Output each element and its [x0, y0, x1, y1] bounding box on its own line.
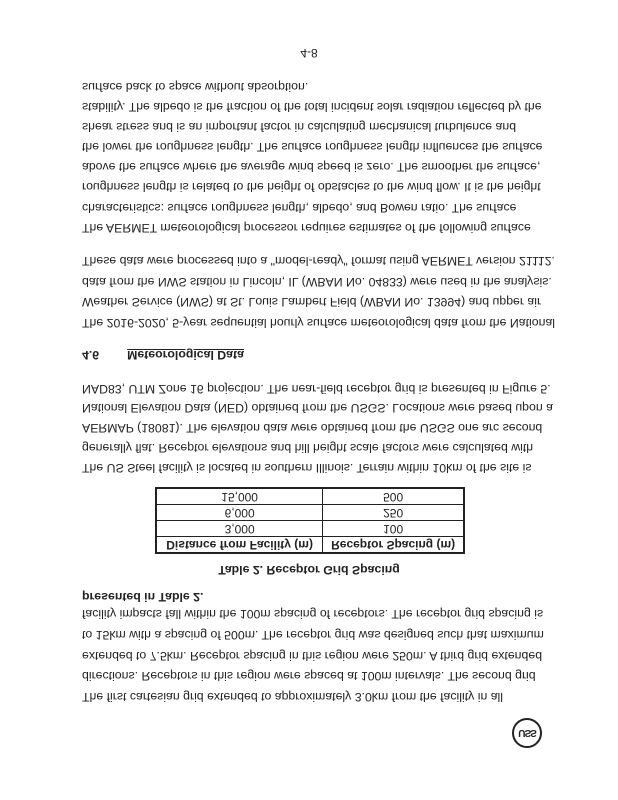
text-line: National Elevation Data (NED) obtained from the USGS. Locations were based upon a: [82, 401, 553, 415]
table-row: [156, 521, 464, 537]
uss-logo: USS: [512, 718, 542, 748]
text-line: shear stress and is an important factor in calculating mechanical turbulence and: [82, 120, 517, 134]
text-line: to 15km with a spacing of 500m. The receptor grid was designed such that maximum: [82, 628, 544, 642]
section-heading: [82, 348, 244, 362]
text-line: directions. Receptors in this region were spaced at 100m intervals. The second grid: [82, 669, 536, 683]
text-line: The first cartesian grid extended to approximately 3.0km from the facility in all: [82, 690, 504, 704]
text-line: generally flat. Receptor elevations and hill height scale factors were calculated with: [82, 441, 534, 455]
table-row: [156, 488, 464, 505]
text-line: These data were processed into a "model-ready" format using AERMET version 21112.: [82, 254, 555, 268]
text-line: surface back to space without absorption.: [82, 80, 309, 94]
column-header: Receptor Spacing (m): [323, 537, 464, 554]
receptor-grid-table: [155, 487, 465, 554]
table-cell: 100: [323, 521, 464, 537]
text-line: presented in Table 2.: [82, 590, 204, 604]
table-cell: 3,000: [156, 521, 323, 537]
text-line: The US Steel facility is located in southern Illinois. Terrain within 10km of the site is: [82, 461, 532, 475]
table-row: [156, 505, 464, 521]
text-line: facility impacts fall within the 100m spacing of receptors. The receptor grid spacing is: [82, 607, 544, 621]
text-line: AERMAP (18081). The elevation data were obtained from the USGS one arc second: [82, 421, 543, 435]
text-line: above the surface where the average wind speed is zero. The smoother the surface,: [82, 160, 541, 174]
table-cell: 500: [323, 488, 464, 505]
table-cell: 6,000: [156, 505, 323, 521]
text-line: Weather Service (NWS) at St. Louis Lambert Field (WBAN No. 13994) and upper air: [82, 295, 542, 309]
text-line: The AERMET meteorological processor requires estimates of the following surface: [82, 221, 531, 235]
table-header-row: [156, 537, 464, 554]
text-line: stability. The albedo is the fraction of the total incident solar radiation reflected by the: [82, 100, 542, 114]
text-line: extended to 7.5km. Receptor spacing in this region were 250m. A third grid extended: [82, 649, 543, 663]
text-line: NAD83, UTM Zone 16 projection. The near-field receptor grid is presented in Figure 5.: [82, 382, 551, 396]
text-line: characteristics: surface roughness length, albedo, and Bowen ratio. The surface: [82, 201, 517, 215]
section-number: 4.6: [82, 348, 100, 362]
section-title: Meteorological Data: [127, 348, 244, 362]
column-header: Distance from Facility (m): [156, 537, 323, 554]
text-line: the lower the roughness length. The surface roughness length influences the surface: [82, 140, 543, 154]
text-line: The 2016-2020, 5-year sequential hourly surface meteorological data from the National: [82, 316, 556, 330]
text-line: data from the NWS station in Lincoln, IL (WBAN No. 04833) were used in the analysis.: [82, 275, 552, 289]
table-cell: 15,000: [156, 488, 323, 505]
table-caption: Table 2. Receptor Grid Spacing: [218, 563, 400, 577]
page-number: 4-8: [300, 46, 318, 60]
table-cell: 250: [323, 505, 464, 521]
text-line: roughness length is related to the height of obstacles to the wind flow. It is the height: [82, 180, 541, 194]
